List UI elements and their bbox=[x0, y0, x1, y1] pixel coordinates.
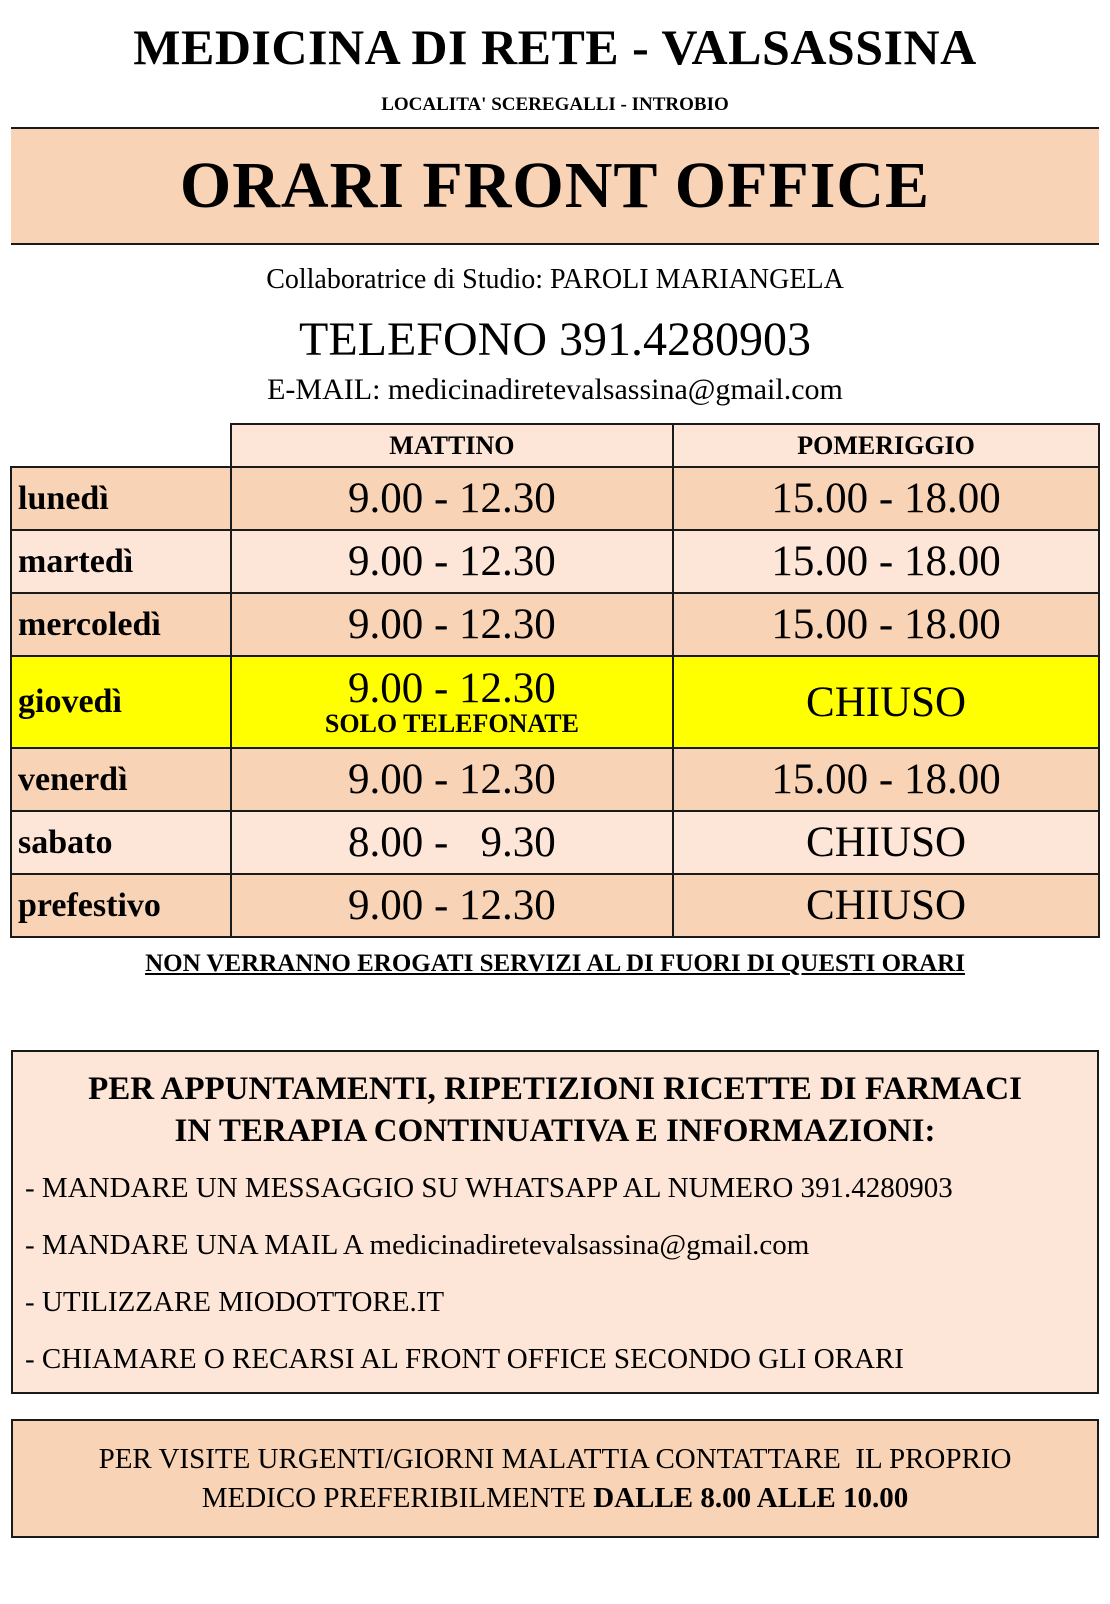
empty-corner-cell bbox=[11, 424, 231, 467]
table-row bbox=[11, 748, 1099, 811]
morning-hours: 9.00 - 12.30 bbox=[231, 467, 673, 530]
morning-hours: 8.00 - 9.30 bbox=[231, 811, 673, 874]
urgent-line2 bbox=[13, 1479, 1097, 1518]
afternoon-hours: CHIUSO bbox=[673, 874, 1099, 937]
schedule-table bbox=[10, 423, 1100, 938]
morning-hours: 9.00 - 12.30 bbox=[347, 665, 556, 712]
table-row-highlighted bbox=[11, 656, 1099, 748]
morning-hours: 9.00 - 12.30 bbox=[231, 874, 673, 937]
table-row bbox=[11, 530, 1099, 593]
info-heading-line2: IN TERAPIA CONTINUATIVA E INFORMAZIONI: bbox=[174, 1113, 936, 1149]
info-item-email: - MANDARE UNA MAIL A medicinadiretevalsassina@gmail.com bbox=[25, 1229, 810, 1261]
column-header-morning: MATTINO bbox=[231, 424, 673, 467]
day-label: mercoledì bbox=[11, 593, 231, 656]
info-list bbox=[13, 1174, 1097, 1402]
day-label: venerdì bbox=[11, 748, 231, 811]
morning-hours: 9.00 - 12.30 bbox=[231, 530, 673, 593]
afternoon-hours: 15.00 - 18.00 bbox=[673, 467, 1099, 530]
afternoon-hours: 15.00 - 18.00 bbox=[673, 530, 1099, 593]
day-label: sabato bbox=[11, 811, 231, 874]
afternoon-hours: 15.00 - 18.00 bbox=[673, 593, 1099, 656]
page-title: MEDICINA DI RETE - VALSASSINA bbox=[133, 19, 977, 75]
table-row bbox=[11, 811, 1099, 874]
urgent-line2-text: MEDICO PREFERIBILMENTE bbox=[201, 1482, 594, 1514]
afternoon-hours: CHIUSO bbox=[673, 656, 1099, 748]
day-label: giovedì bbox=[11, 656, 231, 748]
info-item-whatsapp: - MANDARE UN MESSAGGIO SU WHATSAPP AL NUMERO 391.4280903 bbox=[25, 1172, 953, 1204]
hours-notice bbox=[0, 950, 1110, 978]
column-header-afternoon: POMERIGGIO bbox=[673, 424, 1099, 467]
morning-hours: 9.00 - 12.30 bbox=[231, 593, 673, 656]
day-label: prefestivo bbox=[11, 874, 231, 937]
collaborator-name: Collaboratrice di Studio: PAROLI MARIANGELA bbox=[266, 264, 844, 295]
table-row bbox=[11, 593, 1099, 656]
info-heading bbox=[13, 1068, 1097, 1152]
afternoon-hours: CHIUSO bbox=[673, 811, 1099, 874]
urgent-text bbox=[13, 1440, 1097, 1518]
morning-hours: 9.00 - 12.30 bbox=[231, 748, 673, 811]
table-header-row bbox=[11, 424, 1099, 467]
info-heading-line1: PER APPUNTAMENTI, RIPETIZIONI RICETTE DI FARMACI bbox=[88, 1071, 1022, 1107]
table-row bbox=[11, 467, 1099, 530]
banner-title: ORARI FRONT OFFICE bbox=[179, 149, 931, 222]
urgent-line1: PER VISITE URGENTI/GIORNI MALATTIA CONTATTARE IL PROPRIO bbox=[98, 1443, 1012, 1475]
location-subtitle: LOCALITA' SCEREGALLI - INTROBIO bbox=[381, 94, 729, 115]
afternoon-hours: 15.00 - 18.00 bbox=[673, 748, 1099, 811]
phone-number: TELEFONO 391.4280903 bbox=[299, 313, 811, 366]
day-label: martedì bbox=[11, 530, 231, 593]
urgent-visits-box bbox=[11, 1419, 1099, 1538]
info-item-miodottore: - UTILIZZARE MIODOTTORE.IT bbox=[25, 1286, 445, 1318]
info-item-front-office: - CHIAMARE O RECARSI AL FRONT OFFICE SECONDO GLI ORARI bbox=[25, 1343, 904, 1375]
info-box bbox=[11, 1050, 1099, 1394]
hours-notice-text: NON VERRANNO EROGATI SERVIZI AL DI FUORI DI QUESTI ORARI bbox=[145, 950, 965, 977]
day-label: lunedì bbox=[11, 467, 231, 530]
email-address: E-MAIL: medicinadiretevalsassina@gmail.com bbox=[267, 373, 843, 406]
urgent-time-range: DALLE 8.00 ALLE 10.00 bbox=[593, 1482, 909, 1514]
phone-only-note: SOLO TELEFONATE bbox=[324, 709, 579, 738]
table-row bbox=[11, 874, 1099, 937]
office-hours-banner bbox=[11, 127, 1099, 245]
morning-hours-cell bbox=[231, 656, 673, 748]
